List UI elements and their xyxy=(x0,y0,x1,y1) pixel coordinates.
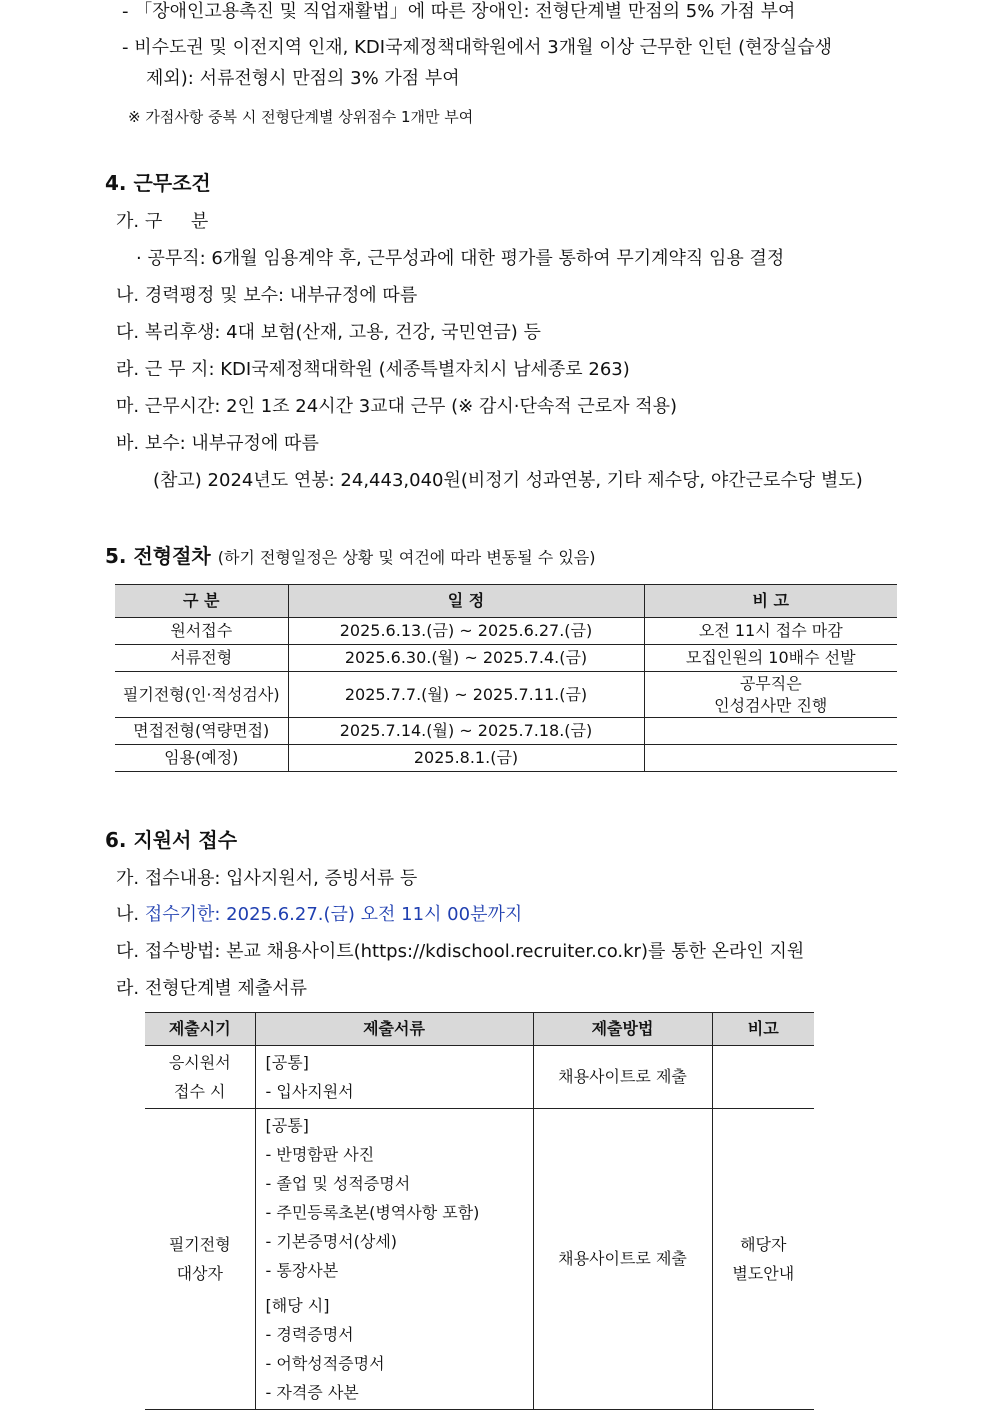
note-line-1: 해당자 xyxy=(740,1235,787,1254)
note-line-2: 별도안내 xyxy=(732,1264,795,1283)
s6-item-da: 다. 접수방법: 본교 채용사이트(https://kdischool.recruiter.co.kr)를 통한 온라인 지원 xyxy=(116,941,805,962)
section-5-heading xyxy=(105,544,595,570)
when-line-2: 접수 시 xyxy=(174,1082,226,1101)
s4-item-ba: 바. 보수: 내부규정에 따름 xyxy=(116,433,319,454)
col-header-note: 비고 xyxy=(712,1013,814,1046)
cell-date: 2025.7.7.(월) ~ 2025.7.11.(금) xyxy=(288,672,644,718)
table-row xyxy=(115,745,897,772)
col-header-schedule: 일 정 xyxy=(288,585,644,618)
cell-when xyxy=(145,1109,255,1410)
table-row xyxy=(115,718,897,745)
cell-remark xyxy=(644,718,897,745)
s4-item-ra: 라. 근 무 지: KDI국제정책대학원 (세종특별자치시 남세종로 263) xyxy=(116,359,630,380)
s4-item-ga: 가. 구 분 xyxy=(116,211,209,232)
cell-method: 채용사이트로 제출 xyxy=(533,1046,712,1109)
table-header-row xyxy=(115,585,897,618)
cell-when xyxy=(145,1046,255,1109)
doc-item: - 입사지원서 xyxy=(265,1082,354,1101)
cell-date: 2025.8.1.(금) xyxy=(288,745,644,772)
remark-line-1: 공무직은 xyxy=(739,673,802,693)
doc-item: - 반명함판 사진 xyxy=(265,1145,375,1164)
section-5-subtitle: (하기 전형일정은 상황 및 여건에 따라 변동될 수 있음) xyxy=(217,548,596,567)
doc-item: - 기본증명서(상세) xyxy=(265,1232,398,1251)
col-header-when: 제출시기 xyxy=(145,1013,255,1046)
s6-item-ga: 가. 접수내용: 입사지원서, 증빙서류 등 xyxy=(116,868,418,889)
s4-item-da: 다. 복리후생: 4대 보험(산재, 고용, 건강, 국민연금) 등 xyxy=(116,322,541,343)
cell-stage: 필기전형(인·적성검사) xyxy=(115,672,288,718)
cell-stage: 원서접수 xyxy=(115,618,288,645)
when-line-1: 필기전형 xyxy=(168,1235,231,1254)
s4-item-na: 나. 경력평정 및 보수: 내부규정에 따름 xyxy=(116,285,418,306)
when-line-1: 응시원서 xyxy=(168,1053,231,1072)
cell-date: 2025.6.30.(월) ~ 2025.7.4.(금) xyxy=(288,645,644,672)
cell-documents xyxy=(255,1046,533,1109)
doc-item: [공통] xyxy=(265,1053,309,1072)
cell-documents xyxy=(255,1109,533,1410)
doc-item: [해당 시] xyxy=(265,1296,330,1315)
table-row xyxy=(115,672,897,718)
section-6-heading: 6. 지원서 접수 xyxy=(105,828,238,852)
col-header-documents: 제출서류 xyxy=(255,1013,533,1046)
doc-item: - 경력증명서 xyxy=(265,1325,354,1344)
col-header-category: 구 분 xyxy=(115,585,288,618)
bonus-note: ※ 가점사항 중복 시 전형단계별 상위점수 1개만 부여 xyxy=(128,108,474,126)
doc-item: - 통장사본 xyxy=(265,1261,339,1280)
cell-note xyxy=(712,1046,814,1109)
col-header-method: 제출방법 xyxy=(533,1013,712,1046)
doc-item: - 졸업 및 성적증명서 xyxy=(265,1174,411,1193)
table-row xyxy=(145,1046,814,1109)
schedule-table xyxy=(115,584,897,772)
cell-stage: 임용(예정) xyxy=(115,745,288,772)
cell-remark: 모집인원의 10배수 선발 xyxy=(644,645,897,672)
documents-table xyxy=(145,1012,814,1410)
doc-item: - 어학성적증명서 xyxy=(265,1354,385,1373)
bullet-regional-talent-cont: 제외): 서류전형시 만점의 3% 가점 부여 xyxy=(146,68,460,89)
cell-stage: 면접전형(역량면접) xyxy=(115,718,288,745)
section-5-title: 5. 전형절차 xyxy=(105,544,211,568)
deadline-text: 접수기한: 2025.6.27.(금) 오전 11시 00분까지 xyxy=(144,904,523,925)
col-header-remarks: 비 고 xyxy=(644,585,897,618)
cell-remark xyxy=(644,745,897,772)
cell-remark: 오전 11시 접수 마감 xyxy=(644,618,897,645)
table-row xyxy=(115,618,897,645)
cell-stage: 서류전형 xyxy=(115,645,288,672)
s6-item-ra: 라. 전형단계별 제출서류 xyxy=(116,978,308,999)
cell-remark xyxy=(644,672,897,718)
table-row xyxy=(115,645,897,672)
doc-item: - 자격증 사본 xyxy=(265,1383,359,1402)
doc-item: - 주민등록초본(병역사항 포함) xyxy=(265,1203,480,1222)
s4-item-ga-detail: · 공무직: 6개월 임용계약 후, 근무성과에 대한 평가를 통하여 무기계약직 임용 결정 xyxy=(136,248,785,269)
cell-date: 2025.7.14.(월) ~ 2025.7.18.(금) xyxy=(288,718,644,745)
table-header-row xyxy=(145,1013,814,1046)
cell-note xyxy=(712,1109,814,1410)
s6-item-na xyxy=(116,903,522,927)
doc-item: [공통] xyxy=(265,1116,309,1135)
bullet-regional-talent: - 비수도권 및 이전지역 인재, KDI국제정책대학원에서 3개월 이상 근무한 인턴 (현장실습생 xyxy=(122,37,833,58)
cell-method: 채용사이트로 제출 xyxy=(533,1109,712,1410)
cell-date: 2025.6.13.(금) ~ 2025.6.27.(금) xyxy=(288,618,644,645)
remark-line-2: 인성검사만 진행 xyxy=(714,695,828,715)
when-line-2: 대상자 xyxy=(176,1264,223,1283)
s6-item-na-prefix: 나. xyxy=(116,904,145,925)
bullet-disability: - 「장애인고용촉진 및 직업재활법」에 따른 장애인: 전형단계별 만점의 5% 가점 부여 xyxy=(122,1,796,22)
section-4-heading: 4. 근무조건 xyxy=(105,171,211,195)
s4-salary-reference: (참고) 2024년도 연봉: 24,443,040원(비정기 성과연봉, 기타 제수당, 야간근로수당 별도) xyxy=(153,470,863,491)
table-row xyxy=(145,1109,814,1410)
s4-item-ma: 마. 근무시간: 2인 1조 24시간 3교대 근무 (※ 감시·단속적 근로자 적용) xyxy=(116,396,678,417)
